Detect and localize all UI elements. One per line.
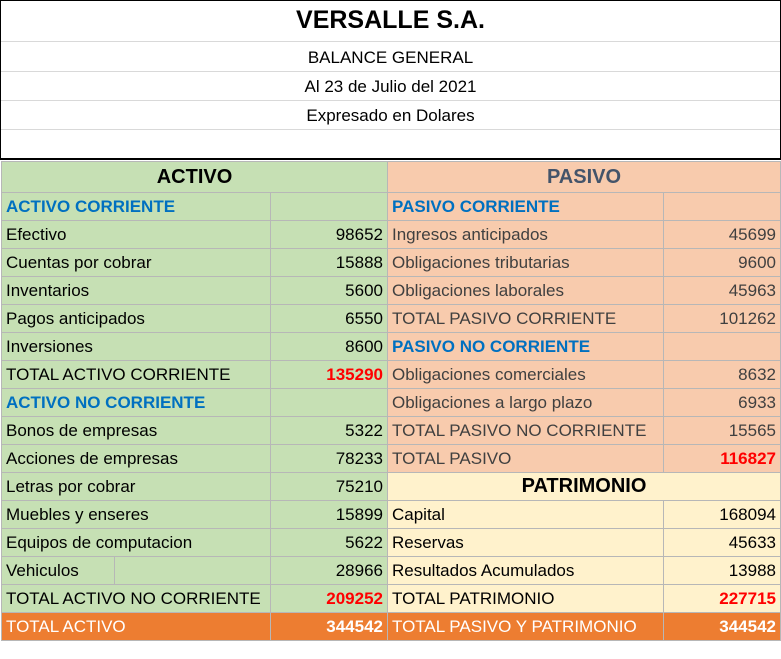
pasivo-total-value: 116827 <box>664 445 781 473</box>
patrimonio-total-value: 227715 <box>664 585 781 613</box>
table-row <box>2 361 781 389</box>
table-row <box>2 277 781 305</box>
report-currency: Expresado en Dolares <box>306 106 475 125</box>
header-divider <box>1 41 780 42</box>
activo-label: Vehiculos <box>6 557 115 584</box>
total-pasivo-patrimonio-value: 344542 <box>664 613 781 641</box>
pasivo-label: Obligaciones comerciales <box>388 361 664 389</box>
table-row <box>2 389 781 417</box>
pasivo-total-no-corriente-value: 15565 <box>664 417 781 445</box>
header-divider <box>1 100 780 101</box>
empty-cell <box>271 389 388 417</box>
balance-table <box>1 161 781 641</box>
header-divider <box>1 129 780 130</box>
activo-label: Equipos de computacion <box>2 529 271 557</box>
activo-value: 6550 <box>271 305 388 333</box>
patrimonio-label: Resultados Acumulados <box>388 557 664 585</box>
patrimonio-label: Reservas <box>388 529 664 557</box>
table-row <box>2 221 781 249</box>
pasivo-corriente-title: PASIVO CORRIENTE <box>388 193 664 221</box>
pasivo-label: Obligaciones tributarias <box>388 249 664 277</box>
activo-label: Letras por cobrar <box>2 473 271 501</box>
total-activo-value: 344542 <box>271 613 388 641</box>
empty-cell <box>271 193 388 221</box>
activo-value: 75210 <box>271 473 388 501</box>
pasivo-label: Obligaciones laborales <box>388 277 664 305</box>
report-date: Al 23 de Julio del 2021 <box>304 77 477 96</box>
pasivo-value: 6933 <box>664 389 781 417</box>
table-row <box>2 333 781 361</box>
table-row <box>2 473 781 501</box>
activo-split-cell <box>2 557 271 585</box>
pasivo-value: 9600 <box>664 249 781 277</box>
table-row <box>2 249 781 277</box>
activo-label: Inventarios <box>2 277 271 305</box>
activo-label: Inversiones <box>2 333 271 361</box>
activo-value: 98652 <box>271 221 388 249</box>
header-divider <box>1 71 780 72</box>
table-row <box>2 445 781 473</box>
pasivo-total-label: TOTAL PASIVO <box>388 445 664 473</box>
grand-total-row <box>2 613 781 641</box>
pasivo-value: 45699 <box>664 221 781 249</box>
table-row <box>2 557 781 585</box>
patrimonio-value: 45633 <box>664 529 781 557</box>
activo-total-corriente-label: TOTAL ACTIVO CORRIENTE <box>2 361 271 389</box>
report-title: BALANCE GENERAL <box>307 48 474 67</box>
table-row <box>2 417 781 445</box>
activo-value: 28966 <box>271 557 388 585</box>
patrimonio-value: 168094 <box>664 501 781 529</box>
activo-no-corriente-title: ACTIVO NO CORRIENTE <box>2 389 271 417</box>
pasivo-title: PASIVO <box>388 162 781 193</box>
pasivo-total-corriente-value: 101262 <box>664 305 781 333</box>
total-activo-label: TOTAL ACTIVO <box>2 613 271 641</box>
activo-label: Muebles y enseres <box>2 501 271 529</box>
empty-cell <box>664 333 781 361</box>
activo-value: 5622 <box>271 529 388 557</box>
activo-value: 5600 <box>271 277 388 305</box>
report-header <box>0 0 781 160</box>
patrimonio-title: PATRIMONIO <box>388 473 781 501</box>
activo-label: Pagos anticipados <box>2 305 271 333</box>
table-row <box>2 305 781 333</box>
pasivo-no-corriente-title: PASIVO NO CORRIENTE <box>388 333 664 361</box>
pasivo-value: 8632 <box>664 361 781 389</box>
activo-total-no-corriente-label: TOTAL ACTIVO NO CORRIENTE <box>2 585 271 613</box>
activo-title: ACTIVO <box>2 162 388 193</box>
table-row <box>2 501 781 529</box>
activo-label: Efectivo <box>2 221 271 249</box>
activo-value: 15888 <box>271 249 388 277</box>
table-row <box>2 529 781 557</box>
patrimonio-total-label: TOTAL PATRIMONIO <box>388 585 664 613</box>
pasivo-total-no-corriente-label: TOTAL PASIVO NO CORRIENTE <box>388 417 664 445</box>
activo-total-no-corriente-value: 209252 <box>271 585 388 613</box>
company-name: VERSALLE S.A. <box>296 6 485 34</box>
section-header-row <box>2 162 781 193</box>
table-row <box>2 193 781 221</box>
table-row <box>2 585 781 613</box>
activo-value: 5322 <box>271 417 388 445</box>
activo-label: Cuentas por cobrar <box>2 249 271 277</box>
activo-value: 8600 <box>271 333 388 361</box>
activo-corriente-title: ACTIVO CORRIENTE <box>2 193 271 221</box>
patrimonio-value: 13988 <box>664 557 781 585</box>
pasivo-value: 45963 <box>664 277 781 305</box>
pasivo-label: Obligaciones a largo plazo <box>388 389 664 417</box>
empty-cell <box>664 193 781 221</box>
pasivo-total-corriente-label: TOTAL PASIVO CORRIENTE <box>388 305 664 333</box>
activo-value: 78233 <box>271 445 388 473</box>
activo-total-corriente-value: 135290 <box>271 361 388 389</box>
activo-value: 15899 <box>271 501 388 529</box>
activo-label: Acciones de empresas <box>2 445 271 473</box>
activo-label: Bonos de empresas <box>2 417 271 445</box>
patrimonio-label: Capital <box>388 501 664 529</box>
total-pasivo-patrimonio-label: TOTAL PASIVO Y PATRIMONIO <box>388 613 664 641</box>
pasivo-label: Ingresos anticipados <box>388 221 664 249</box>
